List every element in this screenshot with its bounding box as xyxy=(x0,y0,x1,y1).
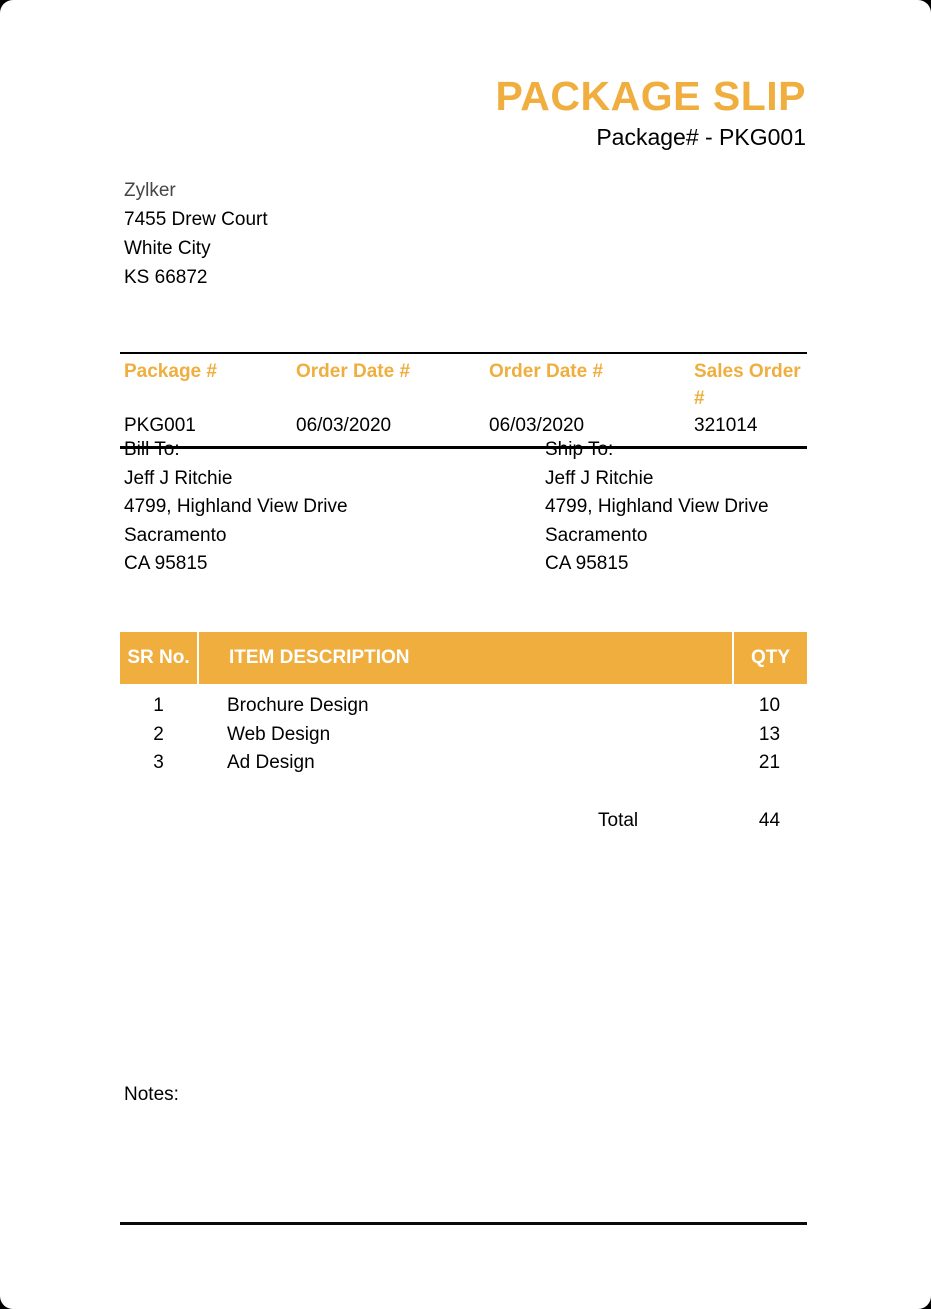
package-number: Package# - PKG001 xyxy=(596,124,806,150)
ship-to-line: CA 95815 xyxy=(545,553,629,575)
summary-header-package: Package # xyxy=(124,361,217,382)
ship-to-line: Sacramento xyxy=(545,524,648,546)
summary-value-package: PKG001 xyxy=(124,415,196,436)
item-description: Brochure Design xyxy=(227,695,369,716)
notes-label: Notes: xyxy=(124,1084,179,1105)
total-row xyxy=(120,807,807,835)
items-table xyxy=(120,632,807,835)
summary-header-order-date-2: Order Date # xyxy=(489,361,604,382)
company-address-line: 7455 Drew Court xyxy=(124,209,268,230)
item-sr: 2 xyxy=(153,723,164,745)
item-sr: 1 xyxy=(153,695,164,716)
item-row xyxy=(120,749,807,778)
item-qty: 10 xyxy=(758,695,781,716)
total-label: Total xyxy=(598,809,639,831)
document-header xyxy=(496,74,807,150)
summary-header-sales-order: Sales Order # xyxy=(694,361,801,409)
summary-value-order-date-1: 06/03/2020 xyxy=(296,415,392,436)
item-row xyxy=(120,721,807,750)
summary-header-row xyxy=(120,354,807,412)
item-description: Web Design xyxy=(227,723,331,745)
item-qty: 21 xyxy=(758,752,781,773)
items-header-sr: SR No. xyxy=(127,647,190,668)
item-description: Ad Design xyxy=(227,752,315,773)
bill-to-section xyxy=(124,436,348,579)
company-name: Zylker xyxy=(124,180,176,201)
ship-to-line: 4799, Highland View Drive xyxy=(545,496,769,518)
total-value: 44 xyxy=(758,809,781,831)
item-sr: 3 xyxy=(153,752,164,773)
ship-to-label: Ship To: xyxy=(545,439,614,460)
items-table-header xyxy=(120,632,807,684)
summary-value-sales-order: 321014 xyxy=(694,415,758,436)
summary-header-order-date-1: Order Date # xyxy=(296,361,411,382)
company-address-line: KS 66872 xyxy=(124,267,208,288)
company-block xyxy=(124,176,268,292)
items-header-qty: QTY xyxy=(732,632,807,684)
ship-to-line: Jeff J Ritchie xyxy=(545,467,654,489)
bill-to-line: Sacramento xyxy=(124,524,227,546)
summary-value-order-date-2: 06/03/2020 xyxy=(489,415,585,436)
item-qty: 13 xyxy=(758,723,781,745)
item-row xyxy=(120,692,807,721)
bill-to-label: Bill To: xyxy=(124,439,180,460)
bottom-divider xyxy=(120,1222,807,1225)
bill-to-line: Jeff J Ritchie xyxy=(124,467,233,489)
bill-to-line: CA 95815 xyxy=(124,553,208,575)
items-header-description: ITEM DESCRIPTION xyxy=(197,632,732,684)
page-title: PACKAGE SLIP xyxy=(495,73,806,119)
items-table-body xyxy=(120,684,807,778)
ship-to-section xyxy=(545,436,769,579)
summary-table xyxy=(120,352,807,449)
bill-to-line: 4799, Highland View Drive xyxy=(124,496,348,518)
company-address-line: White City xyxy=(124,238,211,259)
